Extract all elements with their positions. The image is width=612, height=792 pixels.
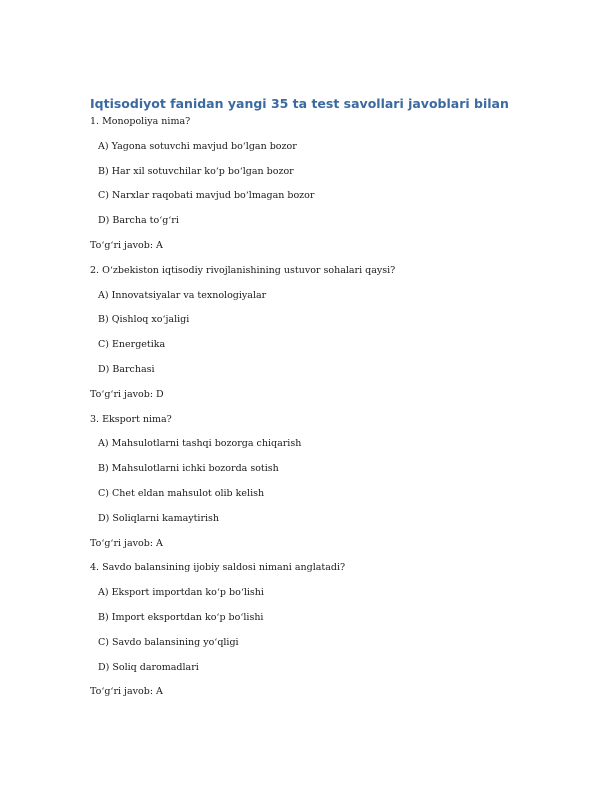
correct-answer: To‘g‘ri javob: D [90, 388, 164, 400]
question-text: 1. Monopoliya nima? [90, 116, 191, 127]
question-text: 4. Savdo balansining ijobiy saldosi nimani anglatadi? [90, 562, 346, 574]
answer-option: C) Energetika [98, 339, 166, 351]
document-title: Iqtisodiyot fanidan yangi 35 ta test savollari javoblari bilan [90, 96, 509, 111]
answer-option: A) Eksport importdan ko‘p bo‘lishi [98, 587, 264, 599]
answer-option: D) Soliqlarni kamaytirish [98, 512, 220, 524]
answer-option: C) Chet eldan mahsulot olib kelish [98, 487, 265, 499]
answer-option: A) Mahsulotlarni tashqi bozorga chiqarish [98, 438, 302, 450]
answer-option: B) Qishloq xo‘jaligi [98, 314, 190, 326]
answer-option: B) Import eksportdan ko‘p bo‘lishi [98, 611, 264, 623]
answer-option: B) Har xil sotuvchilar ko‘p bo‘lgan bozor [98, 165, 294, 177]
answer-option: D) Barchasi [98, 363, 155, 375]
correct-answer: To‘g‘ri javob: A [90, 537, 163, 549]
answer-option: A) Yagona sotuvchi mavjud bo‘lgan bozor [98, 140, 297, 152]
question-text: 2. O‘zbekiston iqtisodiy rivojlanishining ustuvor sohalari qaysi? [90, 264, 396, 276]
correct-answer: To‘g‘ri javob: A [90, 686, 163, 698]
correct-answer: To‘g‘ri javob: A [90, 239, 163, 251]
answer-option: D) Barcha to‘g‘ri [98, 215, 179, 227]
answer-option: A) Innovatsiyalar va texnologiyalar [98, 289, 267, 301]
answer-option: B) Mahsulotlarni ichki bozorda sotish [98, 463, 279, 475]
question-text: 3. Eksport nima? [90, 413, 172, 425]
answer-option: C) Savdo balansining yo‘qligi [98, 636, 239, 648]
question-list [90, 114, 530, 709]
answer-option: C) Narxlar raqobati mavjud bo‘lmagan bozor [98, 190, 315, 202]
answer-option: D) Soliq daromadlari [98, 661, 199, 673]
